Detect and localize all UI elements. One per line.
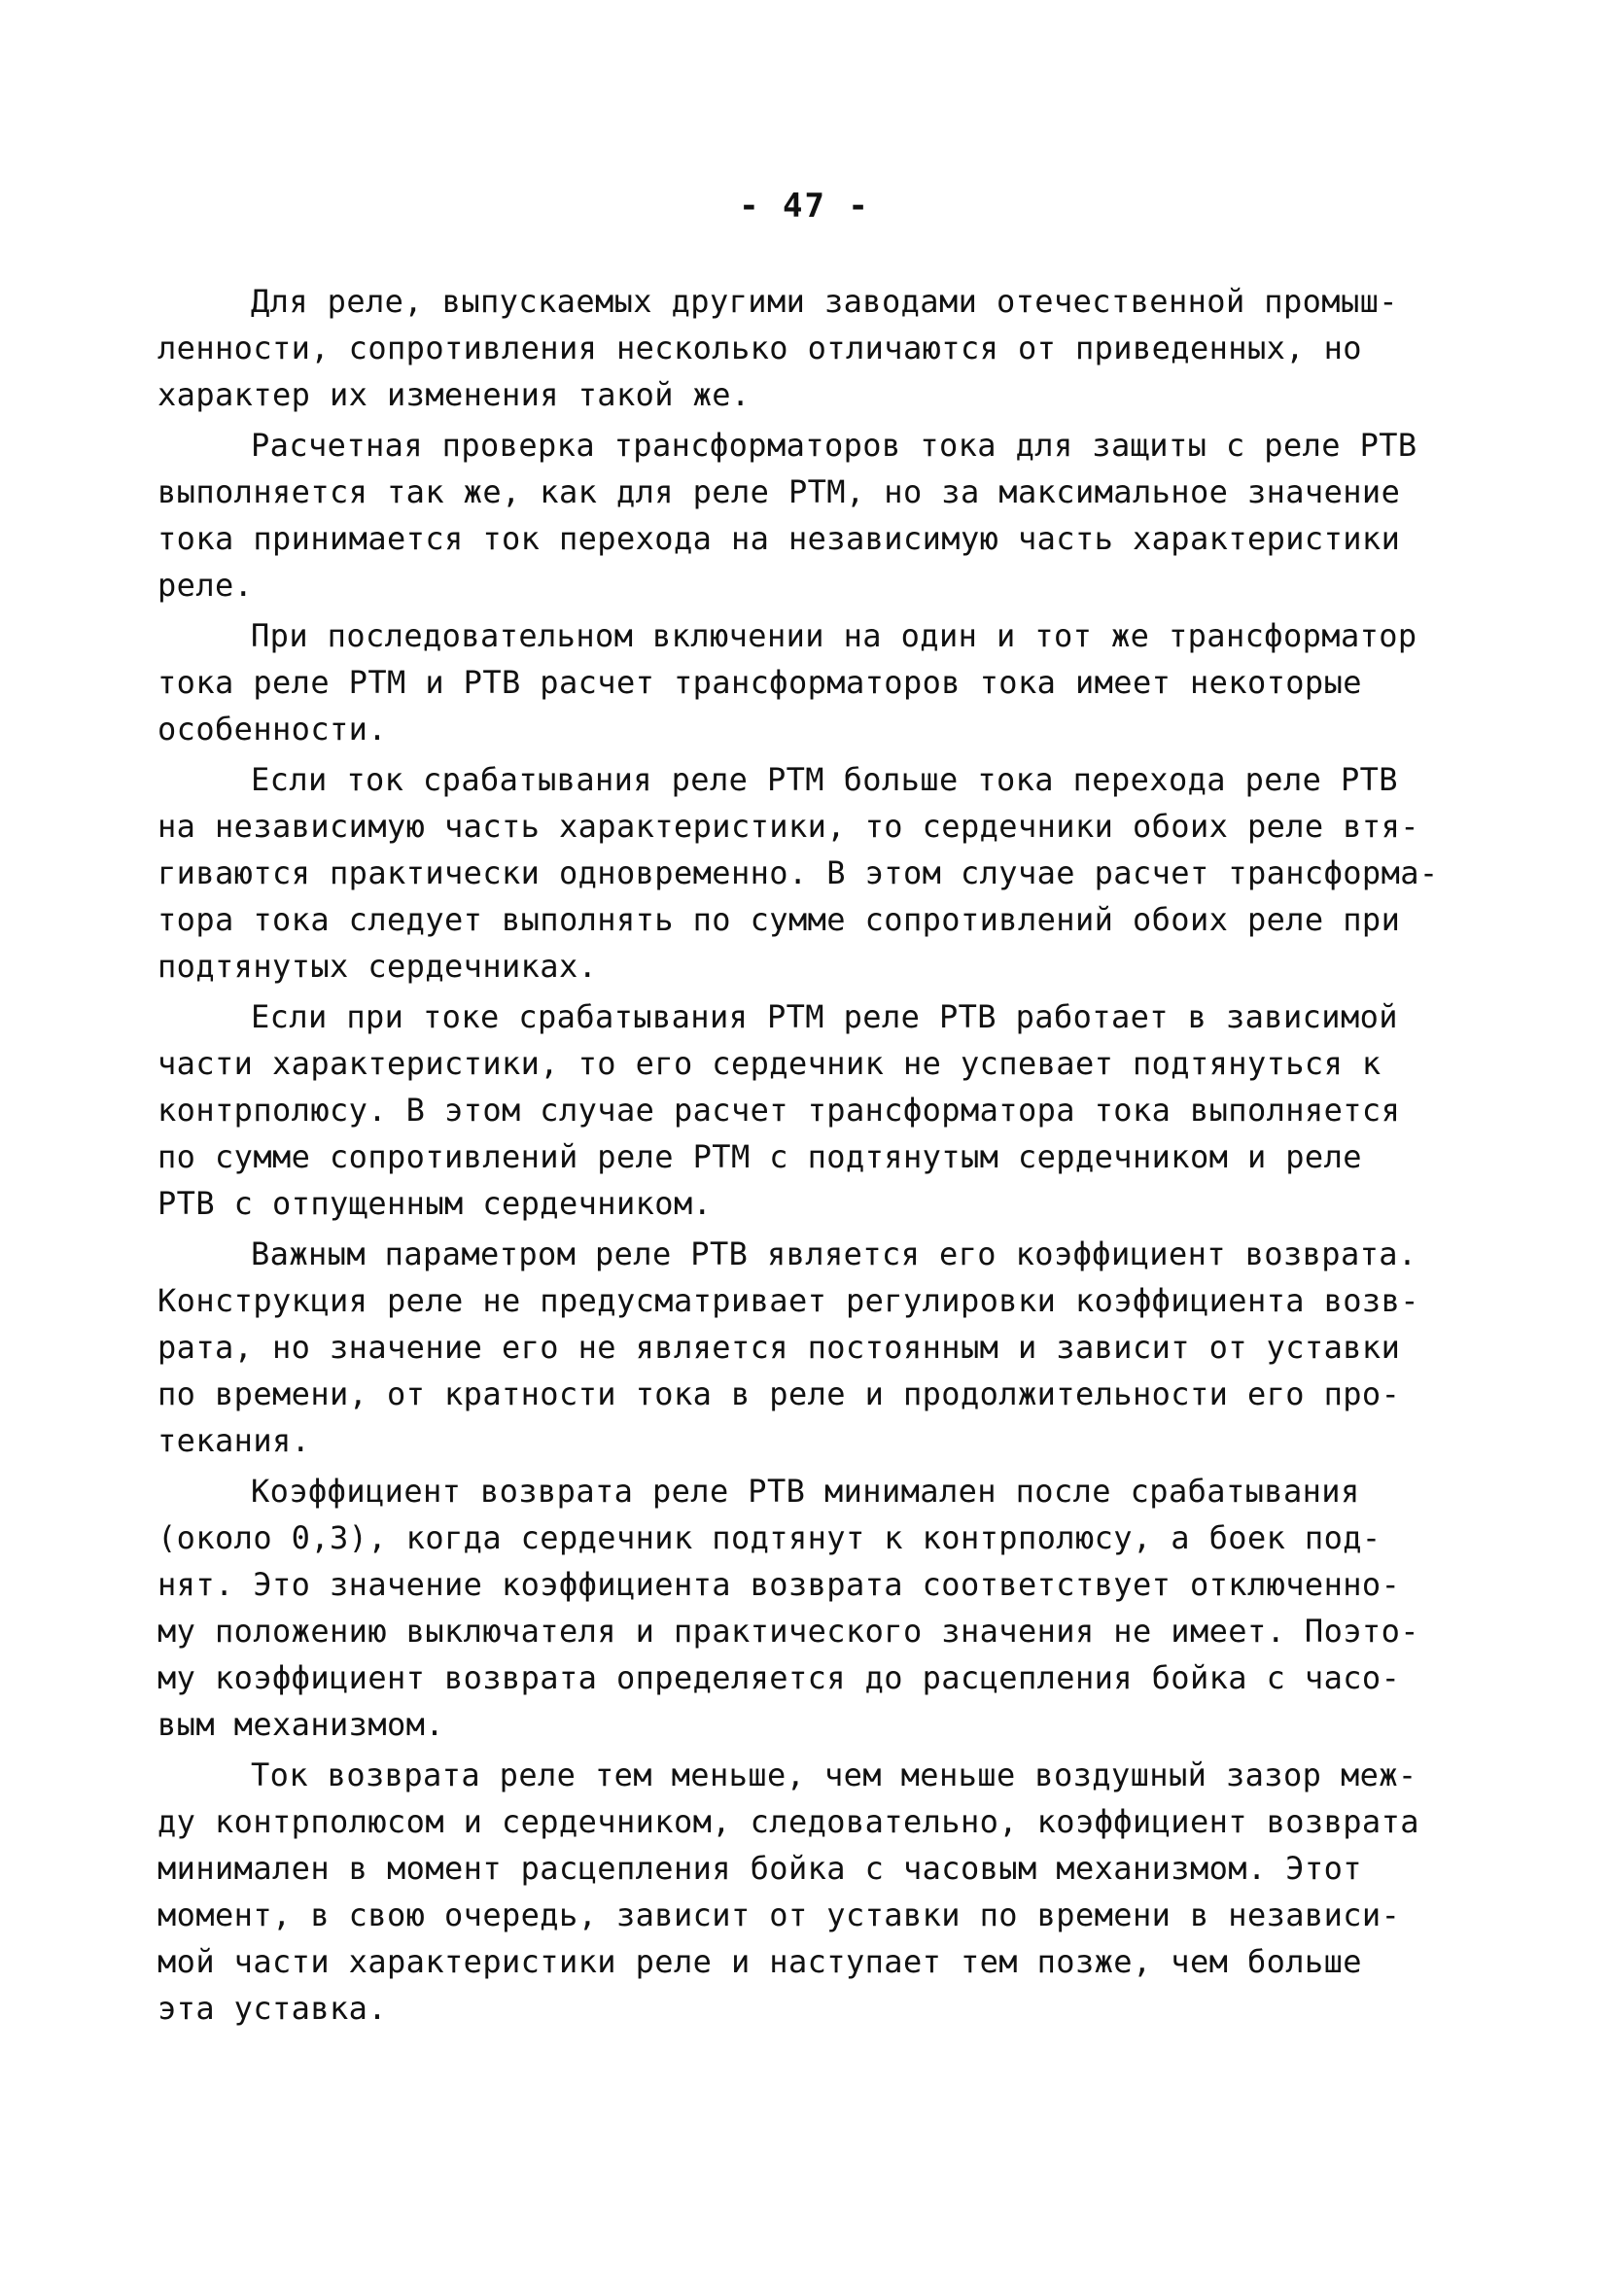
text-line: реле. (157, 567, 254, 604)
paragraph (157, 1468, 1480, 1748)
text-line: Расчетная проверка трансформаторов тока для защиты с реле РТВ (251, 427, 1417, 464)
text-line: Коэффициент возврата реле РТВ минимален после срабатывания (251, 1473, 1360, 1510)
text-line: При последовательном включении на один и тот же трансформатор (251, 617, 1417, 654)
paragraph (157, 278, 1480, 418)
paragraph (157, 993, 1480, 1227)
text-line: особенности. (157, 711, 387, 748)
text-line: РТВ с отпущенным сердечником. (157, 1185, 713, 1222)
text-line: гиваются практически одновременно. В этом случае расчет трансформа- (157, 854, 1439, 891)
text-line: подтянутых сердечниках. (157, 948, 598, 985)
text-line: му положению выключателя и практического значения не имеет. Поэто- (157, 1613, 1419, 1650)
text-line: момент, в свою очередь, зависит от уставки по времени в независи- (157, 1896, 1401, 1933)
text-line: Важным параметром реле РТВ является его коэффициент возврата. (251, 1235, 1417, 1272)
document-body (157, 278, 1480, 2035)
text-line: Для реле, выпускаемых другими заводами отечественной промыш- (251, 283, 1398, 320)
page-number: - 47 - (739, 187, 870, 226)
text-line: минимален в момент расцепления бойка с часовым механизмом. Этот (157, 1850, 1362, 1887)
text-line: тора тока следует выполнять по сумме сопротивлений обоих реле при (157, 901, 1401, 938)
text-line: характер их изменения такой же. (157, 376, 751, 413)
paragraph (157, 1231, 1480, 1464)
text-line: по времени, от кратности тока в реле и продолжительности его про- (157, 1375, 1401, 1412)
paragraph (157, 422, 1480, 609)
text-line: текания. (157, 1422, 311, 1459)
text-line: (около 0,3), когда сердечник подтянут к контрполюсу, а боек под- (157, 1519, 1382, 1556)
text-line: контрполюсу. В этом случае расчет трансформатора тока выполняется (157, 1092, 1401, 1129)
paragraph (157, 612, 1480, 752)
text-line: Если ток срабатывания реле РТМ больше тока перехода реле РТВ (251, 761, 1398, 798)
text-line: мой части характеристики реле и наступает тем позже, чем больше (157, 1943, 1362, 1980)
text-line: нят. Это значение коэффициента возврата соответствует отключенно- (157, 1566, 1401, 1603)
text-line: по сумме сопротивлений реле РТМ с подтянутым сердечником и реле (157, 1138, 1362, 1175)
text-line: тока реле РТМ и РТВ расчет трансформаторов тока имеет некоторые (157, 664, 1362, 701)
paragraph (157, 756, 1480, 990)
text-line: вым механизмом. (157, 1706, 444, 1743)
text-line: ду контрполюсом и сердечником, следовательно, коэффициент возврата (157, 1803, 1419, 1840)
paragraph (157, 1752, 1480, 2032)
text-line: му коэффициент возврата определяется до расцепления бойка с часо- (157, 1659, 1401, 1696)
text-line: Если при токе срабатывания РТМ реле РТВ работает в зависимой (251, 998, 1398, 1035)
text-line: рата, но значение его не является постоянным и зависит от уставки (157, 1329, 1401, 1366)
text-line: части характеристики, то его сердечник не успевает подтянуться к (157, 1045, 1382, 1082)
text-line: Ток возврата реле тем меньше, чем меньше воздушный зазор меж- (251, 1757, 1417, 1793)
text-line: Конструкция реле не предусматривает регулировки коэффициента возв- (157, 1282, 1419, 1319)
text-line: ленности, сопротивления несколько отличаются от приведенных, но (157, 330, 1362, 366)
text-line: выполняется так же, как для реле РТМ, но за максимальное значение (157, 473, 1401, 510)
text-line: эта уставка. (157, 1990, 387, 2027)
text-line: на независимую часть характеристики, то сердечники обоих реле втя- (157, 808, 1419, 845)
text-line: тока принимается ток перехода на независимую часть характеристики (157, 520, 1401, 557)
